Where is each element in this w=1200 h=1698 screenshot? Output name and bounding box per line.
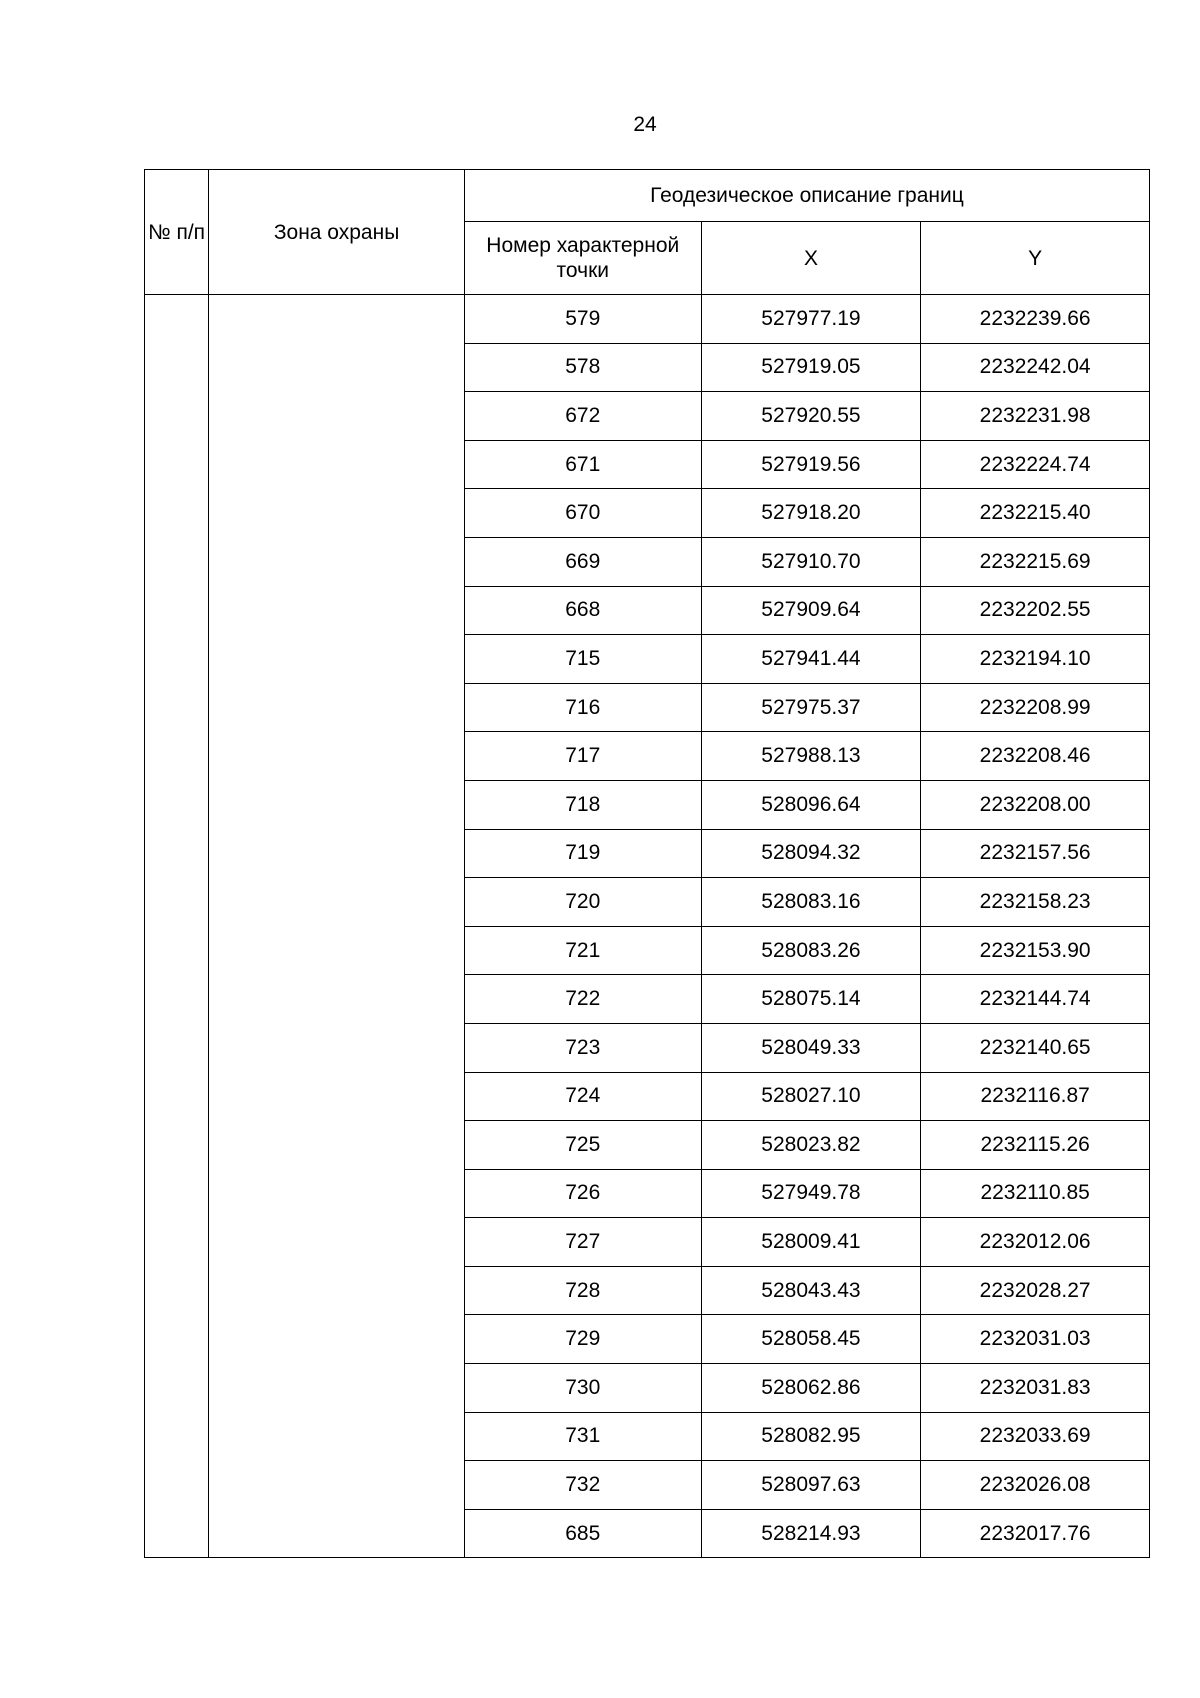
cell-y: 2232208.46 [921,732,1150,781]
cell-point-number: 721 [464,926,701,975]
cell-y: 2232224.74 [921,440,1150,489]
cell-x: 528083.16 [701,878,921,927]
header-zone: Зона охраны [209,170,465,295]
cell-point-number: 672 [464,392,701,441]
cell-x: 527949.78 [701,1169,921,1218]
cell-x: 528214.93 [701,1509,921,1558]
cell-point-number: 732 [464,1461,701,1510]
cell-x: 527975.37 [701,683,921,732]
cell-point-number: 668 [464,586,701,635]
geodetic-boundary-table [144,169,1150,1558]
cell-y: 2232158.23 [921,878,1150,927]
cell-x: 527988.13 [701,732,921,781]
cell-y: 2232144.74 [921,975,1150,1024]
cell-y: 2232153.90 [921,926,1150,975]
cell-x: 527977.19 [701,295,921,344]
cell-point-number: 670 [464,489,701,538]
cell-y: 2232194.10 [921,635,1150,684]
header-number: № п/п [145,170,209,295]
cell-y: 2232140.65 [921,1023,1150,1072]
cell-y: 2232031.03 [921,1315,1150,1364]
cell-x: 527919.56 [701,440,921,489]
cell-x: 528043.43 [701,1266,921,1315]
cell-point-number: 718 [464,780,701,829]
cell-x: 528083.26 [701,926,921,975]
table-row [145,295,1150,344]
cell-point-number: 720 [464,878,701,927]
cell-y: 2232208.99 [921,683,1150,732]
cell-point-number: 728 [464,1266,701,1315]
cell-x: 528049.33 [701,1023,921,1072]
cell-point-number: 729 [464,1315,701,1364]
cell-y: 2232239.66 [921,295,1150,344]
table-body [145,295,1150,1558]
header-x: X [701,222,921,295]
cell-point-number: 716 [464,683,701,732]
cell-point-number: 723 [464,1023,701,1072]
cell-point-number: 730 [464,1364,701,1413]
cell-point-number: 726 [464,1169,701,1218]
cell-x: 528027.10 [701,1072,921,1121]
header-y: Y [921,222,1150,295]
cell-x: 528058.45 [701,1315,921,1364]
cell-x: 527941.44 [701,635,921,684]
page-number: 24 [633,113,657,136]
cell-y: 2232215.40 [921,489,1150,538]
cell-point-number: 715 [464,635,701,684]
cell-y: 2232017.76 [921,1509,1150,1558]
cell-x: 528009.41 [701,1218,921,1267]
cell-y: 2232115.26 [921,1121,1150,1170]
cell-y: 2232116.87 [921,1072,1150,1121]
cell-x: 528096.64 [701,780,921,829]
cell-x: 527910.70 [701,537,921,586]
cell-y: 2232208.00 [921,780,1150,829]
cell-y: 2232202.55 [921,586,1150,635]
cell-x: 528094.32 [701,829,921,878]
cell-x: 528075.14 [701,975,921,1024]
cell-x: 528097.63 [701,1461,921,1510]
cell-x: 527909.64 [701,586,921,635]
cell-x: 528082.95 [701,1412,921,1461]
cell-x: 528062.86 [701,1364,921,1413]
cell-x: 527920.55 [701,392,921,441]
cell-point-number: 717 [464,732,701,781]
cell-x: 528023.82 [701,1121,921,1170]
cell-x: 527918.20 [701,489,921,538]
cell-x: 527919.05 [701,343,921,392]
cell-point-number: 724 [464,1072,701,1121]
cell-y: 2232157.56 [921,829,1150,878]
cell-y: 2232033.69 [921,1412,1150,1461]
cell-point-number: 685 [464,1509,701,1558]
cell-point-number: 579 [464,295,701,344]
header-geo-description: Геодезическое описание границ [464,170,1149,222]
cell-y: 2232110.85 [921,1169,1150,1218]
cell-point-number: 725 [464,1121,701,1170]
cell-point-number: 671 [464,440,701,489]
cell-y: 2232012.06 [921,1218,1150,1267]
cell-point-number: 719 [464,829,701,878]
cell-zone-empty [209,295,465,1558]
cell-point-number: 731 [464,1412,701,1461]
header-point-number: Номер характерной точки [464,222,701,295]
cell-y: 2232028.27 [921,1266,1150,1315]
cell-number-empty [145,295,209,1558]
cell-point-number: 669 [464,537,701,586]
cell-point-number: 722 [464,975,701,1024]
cell-y: 2232026.08 [921,1461,1150,1510]
cell-y: 2232242.04 [921,343,1150,392]
cell-point-number: 727 [464,1218,701,1267]
cell-y: 2232231.98 [921,392,1150,441]
cell-y: 2232031.83 [921,1364,1150,1413]
cell-y: 2232215.69 [921,537,1150,586]
cell-point-number: 578 [464,343,701,392]
